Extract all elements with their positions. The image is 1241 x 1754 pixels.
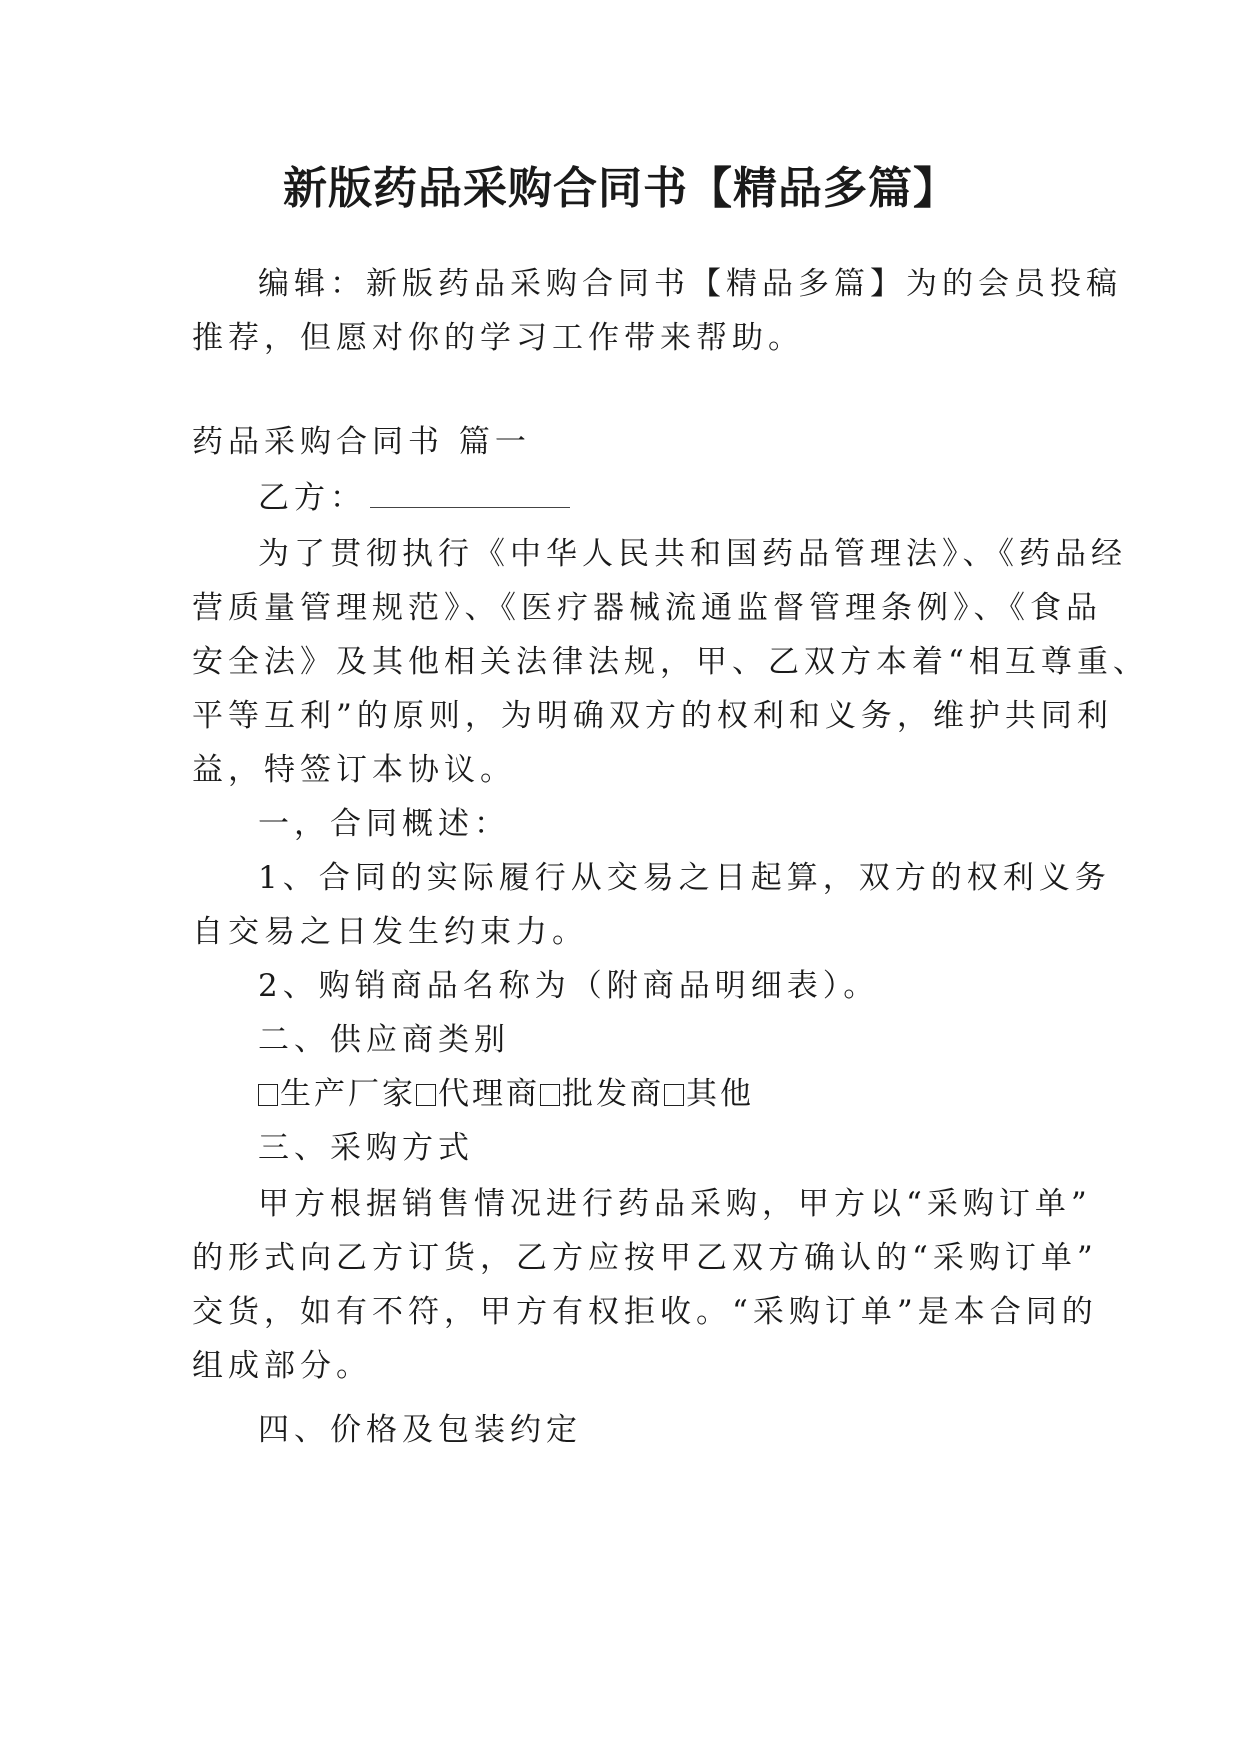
intro-line-1: 编辑：新版药品采购合同书【精品多篇】为的会员投稿	[258, 266, 1122, 302]
party-b-label: 乙方：	[258, 480, 366, 516]
preamble-line-1: 为了贯彻执行《中华人民共和国药品管理法》、《药品经	[258, 536, 1127, 572]
preamble-line-2: 营质量管理规范》、《医疗器械流通监督管理条例》、《食品	[192, 590, 1102, 626]
heading-1: 一，合同概述：	[258, 806, 510, 842]
item-2: 2、购销商品名称为（附商品明细表）。	[258, 968, 880, 1004]
checkbox-icon[interactable]	[416, 1084, 436, 1106]
preamble-line-4: 平等互利”的原则，为明确双方的权利和义务，维护共同利	[192, 698, 1113, 734]
item-1-line-2: 自交易之日发生约束力。	[192, 914, 588, 950]
purchase-line-1: 甲方根据销售情况进行药品采购，甲方以“采购订单”	[258, 1186, 1092, 1222]
checkbox-icon[interactable]	[258, 1084, 278, 1106]
supplier-options	[258, 1074, 754, 1114]
party-b-blank	[370, 483, 570, 508]
preamble-line-5: 益，特签订本协议。	[192, 752, 516, 788]
option-wholesaler[interactable]: 批发商	[540, 1076, 664, 1112]
document-title: 新版药品采购合同书【精品多篇】	[283, 163, 958, 214]
intro-line-2: 推荐，但愿对你的学习工作带来帮助。	[192, 320, 804, 356]
purchase-line-2: 的形式向乙方订货，乙方应按甲乙双方确认的“采购订单”	[192, 1240, 1098, 1276]
preamble-line-3: 安全法》及其他相关法律法规，甲、乙双方本着“相互尊重、	[192, 644, 1149, 680]
party-b-line	[258, 478, 570, 518]
checkbox-icon[interactable]	[664, 1084, 684, 1106]
option-agent[interactable]: 代理商	[416, 1076, 540, 1112]
heading-2: 二、供应商类别	[258, 1022, 510, 1058]
purchase-line-3: 交货，如有不符，甲方有权拒收。“采购订单”是本合同的	[192, 1294, 1098, 1330]
heading-4: 四、价格及包装约定	[258, 1412, 582, 1448]
section-heading: 药品采购合同书 篇一	[192, 424, 531, 460]
item-1-line-1: 1、合同的实际履行从交易之日起算，双方的权利义务	[258, 860, 1111, 896]
purchase-line-4: 组成部分。	[192, 1348, 372, 1384]
option-other[interactable]: 其他	[664, 1076, 754, 1112]
heading-3: 三、采购方式	[258, 1130, 474, 1166]
checkbox-icon[interactable]	[540, 1084, 560, 1106]
option-manufacturer[interactable]: 生产厂家	[258, 1076, 416, 1112]
